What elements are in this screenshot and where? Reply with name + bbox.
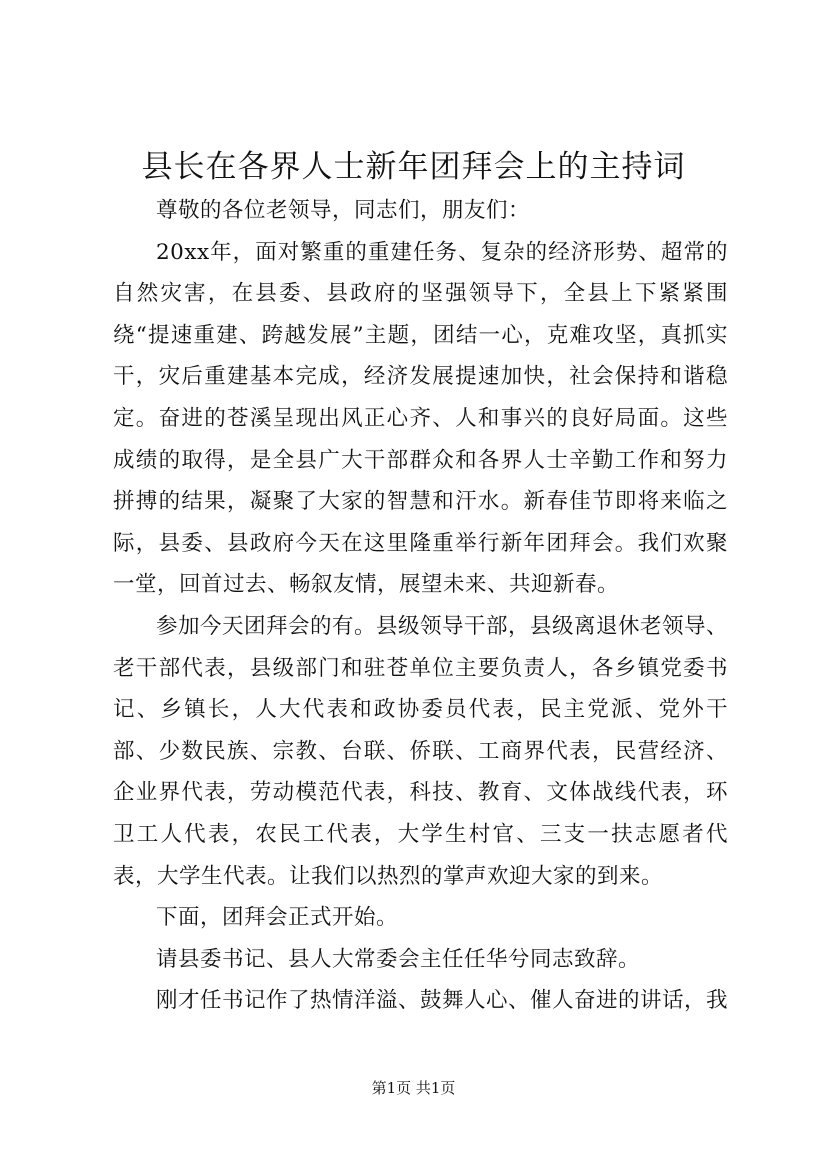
body-paragraph: 下面，团拜会正式开始。 [156,905,399,931]
document-body [113,190,728,1022]
document-title: 县长在各界人士新年团拜会上的主持词 [141,149,686,185]
body-paragraph: 请县委书记、县人大常委会主任任华兮同志致辞。 [156,946,641,972]
body-paragraph: 20xx年，面对繁重的重建任务、复杂的经济形势、超常的自然灾害，在县委、县政府的坚强领导下，全县上下紧紧围绕“提速重建、跨越发展”主题，团结一心，克难攻坚，真抓实干，灾后重建基本完成，经济发展提速加快，社会保持和谐稳定。奋进的苍溪呈现出风正心齐、人和事兴的良好局面。这些成绩的取得，是全县广大干部群众和各界人士辛勤工作和努力拼搏的结果，凝聚了大家的智慧和汗水。新春佳节即将来临之际，县委、县政府今天在这里隆重举行新年团拜会。我们欢聚一堂，回首过去、畅叙友情，展望未来、共迎新春。 [113,239,728,598]
body-paragraph: 刚才任书记作了热情洋溢、鼓舞人心、催人奋进的讲话，我 [156,988,729,1014]
body-paragraph: 参加今天团拜会的有。县级领导干部，县级离退休老领导、老干部代表，县级部门和驻苍单位主要负责人，各乡镇党委书记、乡镇长，人大代表和政协委员代表，民主党派、党外干部、少数民族、宗教、台联、侨联、工商界代表，民营经济、企业界代表，劳动模范代表，科技、教育、文体战线代表，环卫工人代表，农民工代表，大学生村官、三支一扶志愿者代表，大学生代表。让我们以热烈的掌声欢迎大家的到来。 [113,613,729,889]
page-number-footer: 第1页 共1页 [371,1079,456,1097]
salutation-paragraph: 尊敬的各位老领导，同志们，朋友们： [156,198,531,223]
